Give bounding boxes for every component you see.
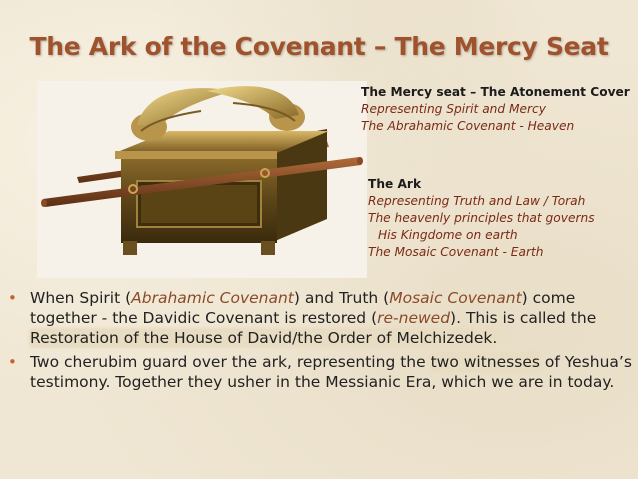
- ark-heading: The Ark: [368, 177, 422, 191]
- two-witnesses-highlight: two witnesses: [430, 353, 540, 371]
- mercy-seat-caption: [361, 84, 630, 135]
- mercy-seat-line-2: The Abrahamic Covenant - Heaven: [361, 119, 575, 133]
- mosaic-covenant-text: Mosaic Covenant: [389, 289, 522, 307]
- bullet-text: When Spirit (: [30, 289, 132, 307]
- renewed-text: re-newed: [377, 309, 451, 327]
- bullet-text: ) come together - the Davidic Covenant is restored (: [30, 289, 576, 327]
- ark-caption: [368, 176, 595, 261]
- bullet-marker: •: [8, 353, 17, 371]
- slide-title: The Ark of the Covenant – The Mercy Seat: [29, 32, 609, 61]
- bullet-text: ). This is called the: [450, 309, 597, 327]
- ark-line-3: His Kingdome on earth: [378, 228, 518, 242]
- bullet-item-cherubim: [6, 352, 632, 392]
- bullet-marker: •: [8, 289, 17, 307]
- mercy-seat-line-1: Representing Spirit and Mercy: [361, 102, 546, 116]
- ark-of-covenant-image: [37, 81, 367, 278]
- restoration-highlight: Restoration of the House of David/the Order of Melchizedek.: [30, 329, 498, 347]
- ark-line-4: The Mosaic Covenant - Earth: [368, 245, 544, 259]
- bullet-list: [6, 288, 632, 396]
- mercy-seat-heading: The Mercy seat – The Atonement Cover: [361, 85, 630, 99]
- abrahamic-covenant-text: Abrahamic Covenant: [131, 289, 294, 307]
- bullet-text: Two cherubim guard over the ark, representing the: [30, 353, 431, 371]
- ark-line-2: The heavenly principles that governs: [368, 211, 595, 225]
- bullet-text: ) and Truth (: [293, 289, 390, 307]
- ark-line-1: Representing Truth and Law / Torah: [368, 194, 586, 208]
- bullet-text: of Yeshua’s testimony. Together they usher in the Messianic Era, which we are in today.: [30, 353, 632, 391]
- bullet-item-covenants: [6, 288, 632, 348]
